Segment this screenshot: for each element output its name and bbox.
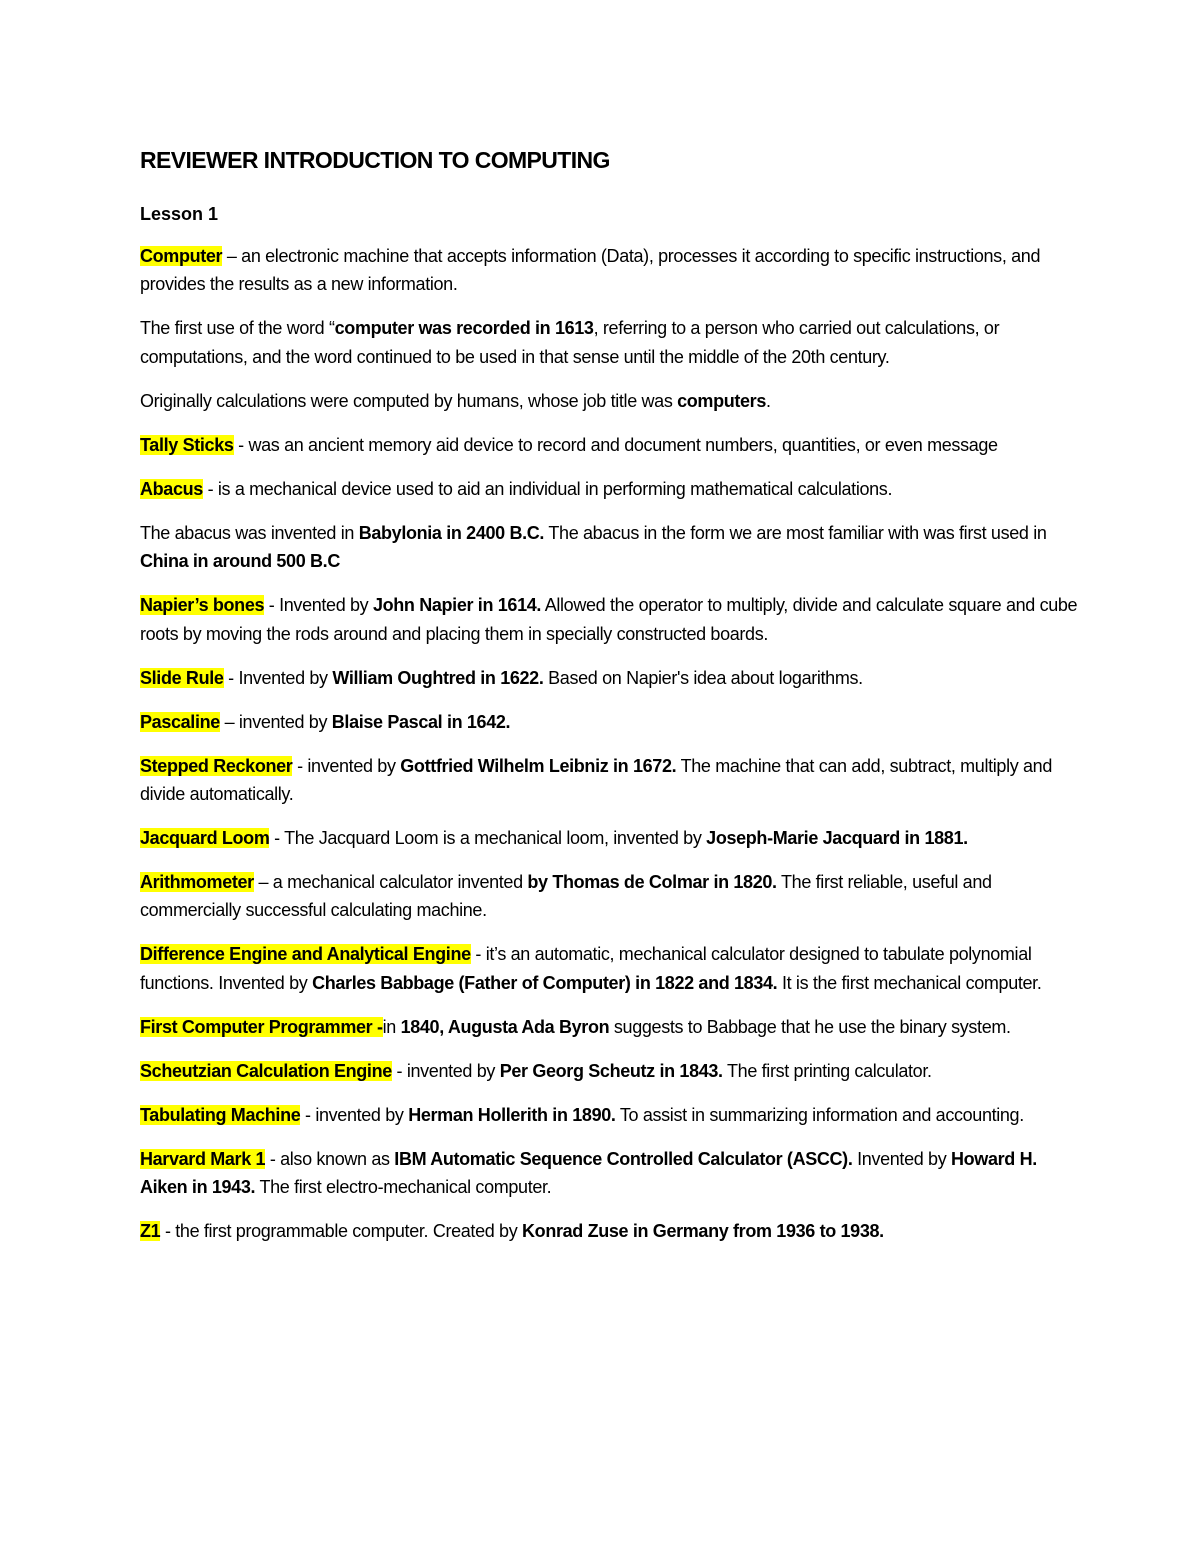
paragraph xyxy=(140,1217,1080,1245)
highlighted-term: Abacus xyxy=(140,478,203,499)
bold-text: Per Georg Scheutz in 1843. xyxy=(499,1060,723,1081)
text-segment: - it’s an automatic, mechanical calculator designed to tabulate polynomial functions. Invented by xyxy=(140,944,1032,993)
bold-text: Blaise Pascal in 1642. xyxy=(331,711,511,732)
highlighted-term: Arithmometer xyxy=(140,872,254,893)
highlighted-term: Pascaline xyxy=(140,711,220,732)
text-segment: - invented by xyxy=(300,1104,409,1125)
paragraph xyxy=(140,519,1080,576)
text-segment: – an electronic machine that accepts information (Data), processes it according to specific instructions, and provides the results as a new information. xyxy=(140,246,1041,295)
paragraph xyxy=(140,431,1080,459)
bold-text: computer was recorded in 1613 xyxy=(334,318,594,339)
text-segment: – invented by xyxy=(219,711,332,732)
text-segment: – a mechanical calculator invented xyxy=(253,872,528,893)
paragraph xyxy=(140,1145,1080,1202)
paragraph xyxy=(140,940,1080,997)
bold-text: Herman Hollerith in 1890. xyxy=(408,1104,616,1125)
paragraph xyxy=(140,1057,1080,1085)
highlighted-term: Difference Engine and Analytical Engine xyxy=(140,944,471,965)
text-segment: , referring to a person who carried out calculations, or computations, and the word continued to be used in that sense until the middle of the 20th century. xyxy=(140,318,1000,367)
text-segment: suggests to Babbage that he use the binary system. xyxy=(609,1016,1011,1037)
highlighted-term: Stepped Reckoner xyxy=(140,755,293,776)
highlighted-term: Tabulating Machine xyxy=(140,1104,301,1125)
text-segment: The first electro-mechanical computer. xyxy=(255,1177,552,1198)
text-segment: - also known as xyxy=(265,1148,395,1169)
bold-text: 1840, Augusta Ada Byron xyxy=(400,1016,610,1037)
text-segment: Invented by xyxy=(852,1148,952,1169)
highlighted-term: First Computer Programmer - xyxy=(140,1016,383,1037)
paragraph xyxy=(140,868,1080,925)
highlighted-term: Jacquard Loom xyxy=(140,828,270,849)
paragraph xyxy=(140,1013,1080,1041)
paragraph xyxy=(140,824,1080,852)
paragraph xyxy=(140,1101,1080,1129)
paragraph xyxy=(140,752,1080,809)
text-segment: It is the first mechanical computer. xyxy=(777,972,1042,993)
bold-text: Babylonia in 2400 B.C. xyxy=(358,522,545,543)
bold-text: by Thomas de Colmar in 1820. xyxy=(527,872,777,893)
text-segment: - invented by xyxy=(391,1060,500,1081)
text-segment: The abacus was invented in xyxy=(140,522,359,543)
paragraph xyxy=(140,475,1080,503)
text-segment: Allowed the operator to multiply, divide and calculate square and cube roots by moving the rods around and placing them in specially constructed boards. xyxy=(140,595,1078,644)
highlighted-term: Tally Sticks xyxy=(140,434,234,455)
text-segment: The machine that can add, subtract, multiply and divide automatically. xyxy=(140,755,1053,805)
bold-text: William Oughtred in 1622. xyxy=(332,667,544,688)
lesson-heading: Lesson 1 xyxy=(140,204,219,224)
bold-text: IBM Automatic Sequence Controlled Calculator (ASCC). xyxy=(394,1148,853,1169)
paragraph xyxy=(140,242,1080,299)
bold-text: Charles Babbage (Father of Computer) in 1822 and 1834. xyxy=(312,972,778,993)
paragraph xyxy=(140,708,1080,736)
document-title: REVIEWER INTRODUCTION TO COMPUTING xyxy=(140,147,610,173)
highlighted-term: Napier’s bones xyxy=(140,595,265,616)
text-segment: . xyxy=(766,390,771,411)
paragraph xyxy=(140,664,1080,692)
bold-text: Joseph-Marie Jacquard in 1881. xyxy=(706,828,968,849)
highlighted-term: Computer xyxy=(140,246,223,266)
highlighted-term: Slide Rule xyxy=(140,667,224,688)
document-body xyxy=(140,242,1080,1246)
text-segment: The first printing calculator. xyxy=(722,1060,932,1081)
text-segment: To assist in summarizing information and accounting. xyxy=(615,1104,1024,1125)
text-segment: - The Jacquard Loom is a mechanical loom, invented by xyxy=(269,828,707,849)
text-segment: - invented by xyxy=(292,755,401,776)
text-segment: The first reliable, useful and commercially successful calculating machine. xyxy=(140,872,992,921)
paragraph xyxy=(140,591,1080,648)
text-segment: - Invented by xyxy=(264,595,373,616)
text-segment: - the first programmable computer. Created by xyxy=(160,1221,523,1242)
bold-text: computers xyxy=(677,390,766,411)
text-segment: Originally calculations were computed by humans, whose job title was xyxy=(140,390,678,411)
bold-text: Konrad Zuse in Germany from 1936 to 1938. xyxy=(522,1221,884,1242)
text-segment: - Invented by xyxy=(223,667,333,688)
text-segment: in xyxy=(382,1016,401,1037)
text-segment: The abacus in the form we are most familiar with was first used in xyxy=(544,522,1047,543)
highlighted-term: Harvard Mark 1 xyxy=(140,1148,266,1169)
paragraph xyxy=(140,387,1080,415)
bold-text: Gottfried Wilhelm Leibniz in 1672. xyxy=(400,755,677,776)
bold-text: China in around 500 B.C xyxy=(140,551,340,572)
text-segment: - was an ancient memory aid device to record and document numbers, quantities, or even message xyxy=(233,434,998,455)
highlighted-term: Scheutzian Calculation Engine xyxy=(140,1060,392,1081)
text-segment: Based on Napier's idea about logarithms. xyxy=(543,667,863,688)
paragraph xyxy=(140,314,1080,371)
bold-text: John Napier in 1614. xyxy=(372,595,542,616)
text-segment: - is a mechanical device used to aid an individual in performing mathematical calculations. xyxy=(202,478,893,499)
bold-text: Howard H. Aiken in 1943. xyxy=(140,1148,1037,1198)
highlighted-term: Z1 xyxy=(140,1221,161,1242)
text-segment: The first use of the word “ xyxy=(140,318,335,339)
